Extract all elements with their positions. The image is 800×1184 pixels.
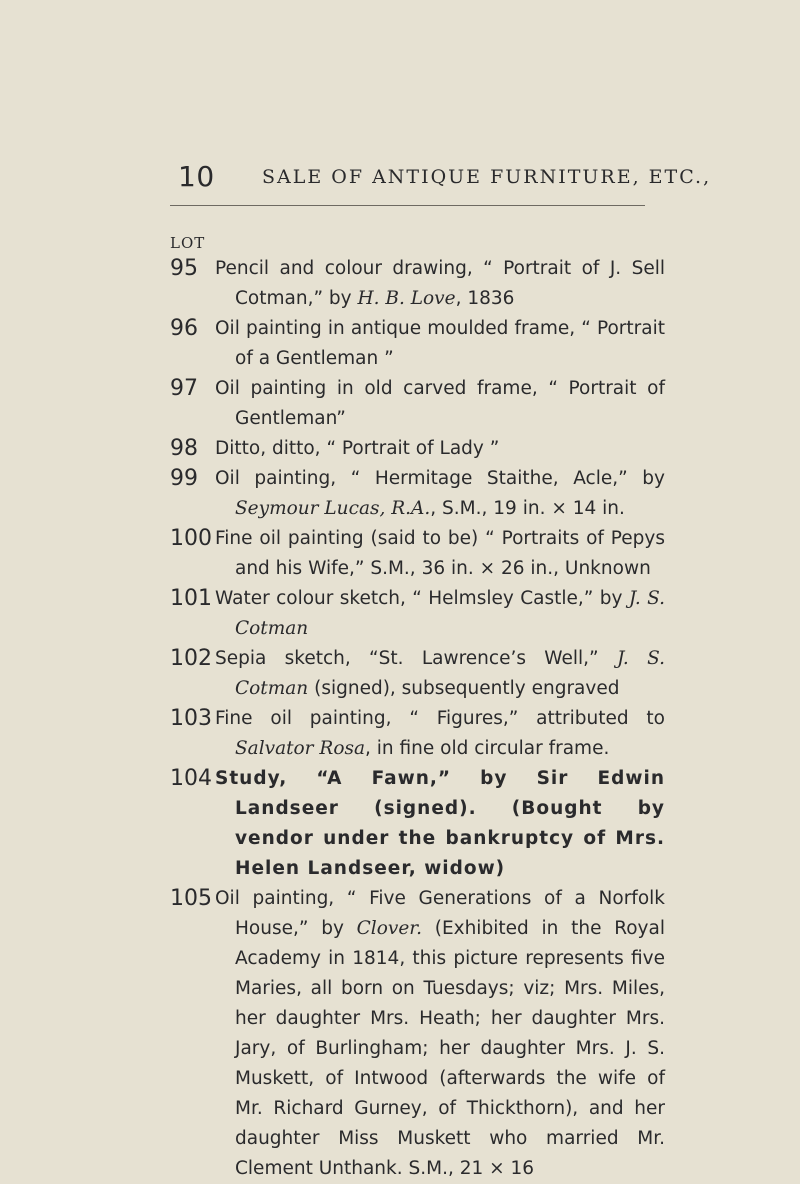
lot-entry <box>0 254 800 314</box>
lot-entry <box>0 434 800 464</box>
lot-entry <box>0 374 800 434</box>
lot-entry <box>0 524 800 584</box>
lot-description <box>215 374 665 434</box>
lot-description-part: Oil painting in old carved frame, “ Portrait of Gentleman” <box>215 378 665 429</box>
lot-description <box>215 254 665 314</box>
lot-description <box>215 764 665 884</box>
lot-entry <box>0 764 800 884</box>
lot-description-part: Water colour sketch, “ Helmsley Castle,” by <box>215 588 629 609</box>
lot-number: 95 <box>170 256 198 281</box>
lot-description-part: Sepia sketch, “St. Lawrence’s Well,” <box>215 648 617 669</box>
lot-number: 102 <box>170 646 212 671</box>
lot-description-part: Oil painting, “ Hermitage Staithe, Acle,” by <box>215 468 665 489</box>
lot-entry <box>0 584 800 644</box>
lot-description-part: , 1836 <box>455 288 515 309</box>
lot-description-part: Fine oil painting, “ Figures,” attributed to <box>215 708 665 729</box>
lot-description-part: (signed), subsequently engraved <box>308 678 620 699</box>
lot-number: 103 <box>170 706 212 731</box>
header-rule <box>170 205 645 206</box>
lot-number: 96 <box>170 316 198 341</box>
lot-number: 97 <box>170 376 198 401</box>
lot-description-part: Salvator Rosa <box>235 738 365 759</box>
running-head: SALE OF ANTIQUE FURNITURE, ETC., <box>262 166 712 188</box>
lot-description-part: (Exhibited in the Royal Academy in 1814, this picture represents five Maries, all born on Tuesdays; viz; Mrs. Miles, her daughter Mrs. Heath; her daughter Mrs. Jary, of Burlingham; her daughter Mrs. J. S. Muskett, of Intwood (afterwards the wife of Mr. Richard Gurney, of Thickthorn), and her daughter Miss Muskett who married Mr. Clement Unthank. S.M., 21 × 16 <box>235 918 665 1179</box>
lot-entry <box>0 884 800 1184</box>
page-number: 10 <box>178 160 215 193</box>
lot-number: 104 <box>170 766 212 791</box>
lot-description <box>215 434 665 464</box>
lot-entry <box>0 464 800 524</box>
lot-description-part: Fine oil painting (said to be) “ Portraits of Pepys and his Wife,” S.M., 36 in. × 26 in., Unknown <box>215 528 665 579</box>
lot-description <box>215 464 665 524</box>
lot-description <box>215 314 665 374</box>
lot-description-part: Study, “A Fawn,” by Sir Edwin Landseer (signed). (Bought by vendor under the bankruptcy of Mrs. Helen Landseer, widow) <box>215 768 665 879</box>
lot-description <box>215 524 665 584</box>
lot-entry <box>0 704 800 764</box>
lot-description-part: Pencil and colour drawing, “ Portrait of J. Sell Cotman,” by <box>215 258 665 309</box>
lot-number: 100 <box>170 526 212 551</box>
lot-description-part: Oil painting in antique moulded frame, “ Portrait of a Gentleman ” <box>215 318 665 369</box>
lot-number: 99 <box>170 466 198 491</box>
lot-description-part: H. B. Love <box>357 288 456 309</box>
lot-column-label: LOT <box>170 234 206 252</box>
lot-description-part: , S.M., 19 in. × 14 in. <box>430 498 625 519</box>
lot-description-part: J. S. Cotman <box>235 648 665 699</box>
lot-description <box>215 704 665 764</box>
lot-number: 101 <box>170 586 212 611</box>
lot-description-part: Oil painting, “ Five Generations of a Norfolk House,” by <box>215 888 665 939</box>
lot-entry <box>0 314 800 374</box>
lot-description <box>215 644 665 704</box>
lot-entry <box>0 644 800 704</box>
lot-description-part: , in fine old circular frame. <box>365 738 610 759</box>
lot-description-part: Ditto, ditto, “ Portrait of Lady ” <box>215 438 500 459</box>
lot-number: 105 <box>170 886 212 911</box>
lot-description <box>215 884 665 1184</box>
lot-number: 98 <box>170 436 198 461</box>
lot-list <box>0 254 800 1184</box>
lot-description-part: Clover. <box>356 918 422 939</box>
lot-description-part: Seymour Lucas, R.A. <box>235 498 431 519</box>
lot-description <box>215 584 665 644</box>
lot-description-part: J. S. Cotman <box>235 588 665 639</box>
